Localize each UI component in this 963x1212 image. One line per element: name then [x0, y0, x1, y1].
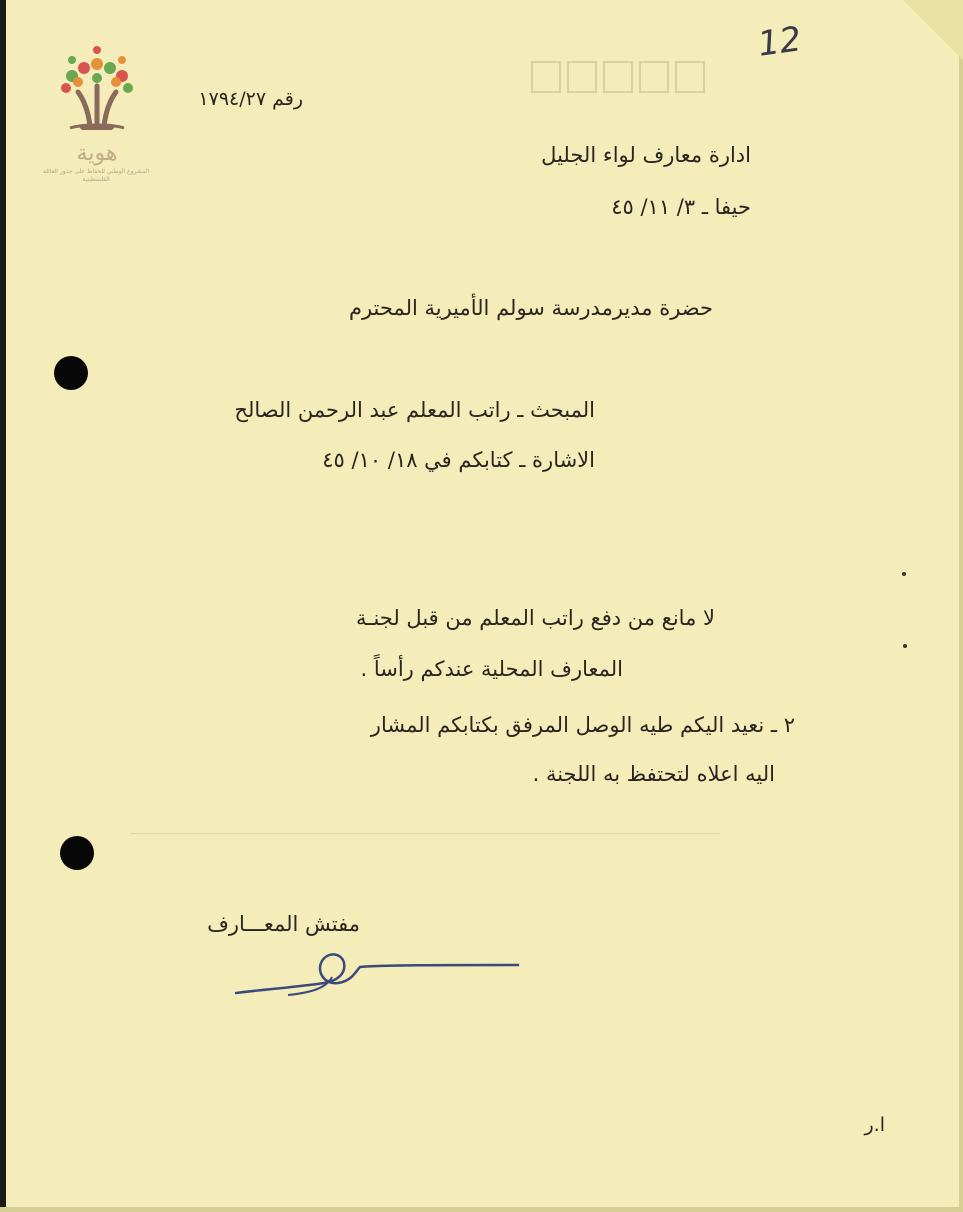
- logo-caption: المشروع الوطني للحفاظ على جذور العائلة الفلسطينية: [42, 168, 150, 183]
- addressee-line: حضرة مديرمدرسة سولم الأميرية المحترم: [348, 296, 713, 320]
- faded-stamp-mark: [530, 58, 720, 98]
- place-and-date: حيفا ـ ٣/ ١١/ ٤٥: [611, 195, 751, 219]
- scan-right-edge: [959, 0, 963, 1212]
- faint-ruled-line: [130, 833, 720, 834]
- body-line-4: اليه اعلاه لتحتفظ به اللجنة .: [532, 762, 775, 786]
- hawiya-logo: [42, 30, 152, 190]
- speck: [902, 572, 906, 576]
- speck: [903, 644, 907, 648]
- body-line-3: ٢ ـ نعيد اليكم طيه الوصل المرفق بكتابكم المشار: [370, 713, 795, 737]
- subject-line: المبحث ـ راتب المعلم عبد الرحمن الصالح: [234, 398, 595, 422]
- initials: ا.ر: [864, 1114, 885, 1136]
- scan-left-edge: [0, 0, 6, 1212]
- punch-hole-top: [54, 356, 88, 390]
- reference-line: الاشارة ـ كتابكم في ١٨/ ١٠/ ٤٥: [322, 448, 595, 472]
- handwritten-signature: [228, 945, 528, 1005]
- scan-bottom-edge: [0, 1207, 963, 1212]
- body-line-1: لا مانع من دفع راتب المعلم من قبل لجنـة: [356, 606, 715, 630]
- logo-wordmark: هوية: [76, 141, 118, 166]
- sender-office: ادارة معارف لواء الجليل: [541, 143, 751, 167]
- signatory-title: مفتش المعـــارف: [207, 912, 360, 936]
- folded-corner: [903, 0, 963, 60]
- punch-hole-bottom: [60, 836, 94, 870]
- body-line-2: المعارف المحلية عندكم رأساً .: [360, 657, 623, 681]
- reference-number: رقم ١٧٩٤/٢٧: [198, 88, 303, 110]
- page-number: 12: [755, 19, 804, 65]
